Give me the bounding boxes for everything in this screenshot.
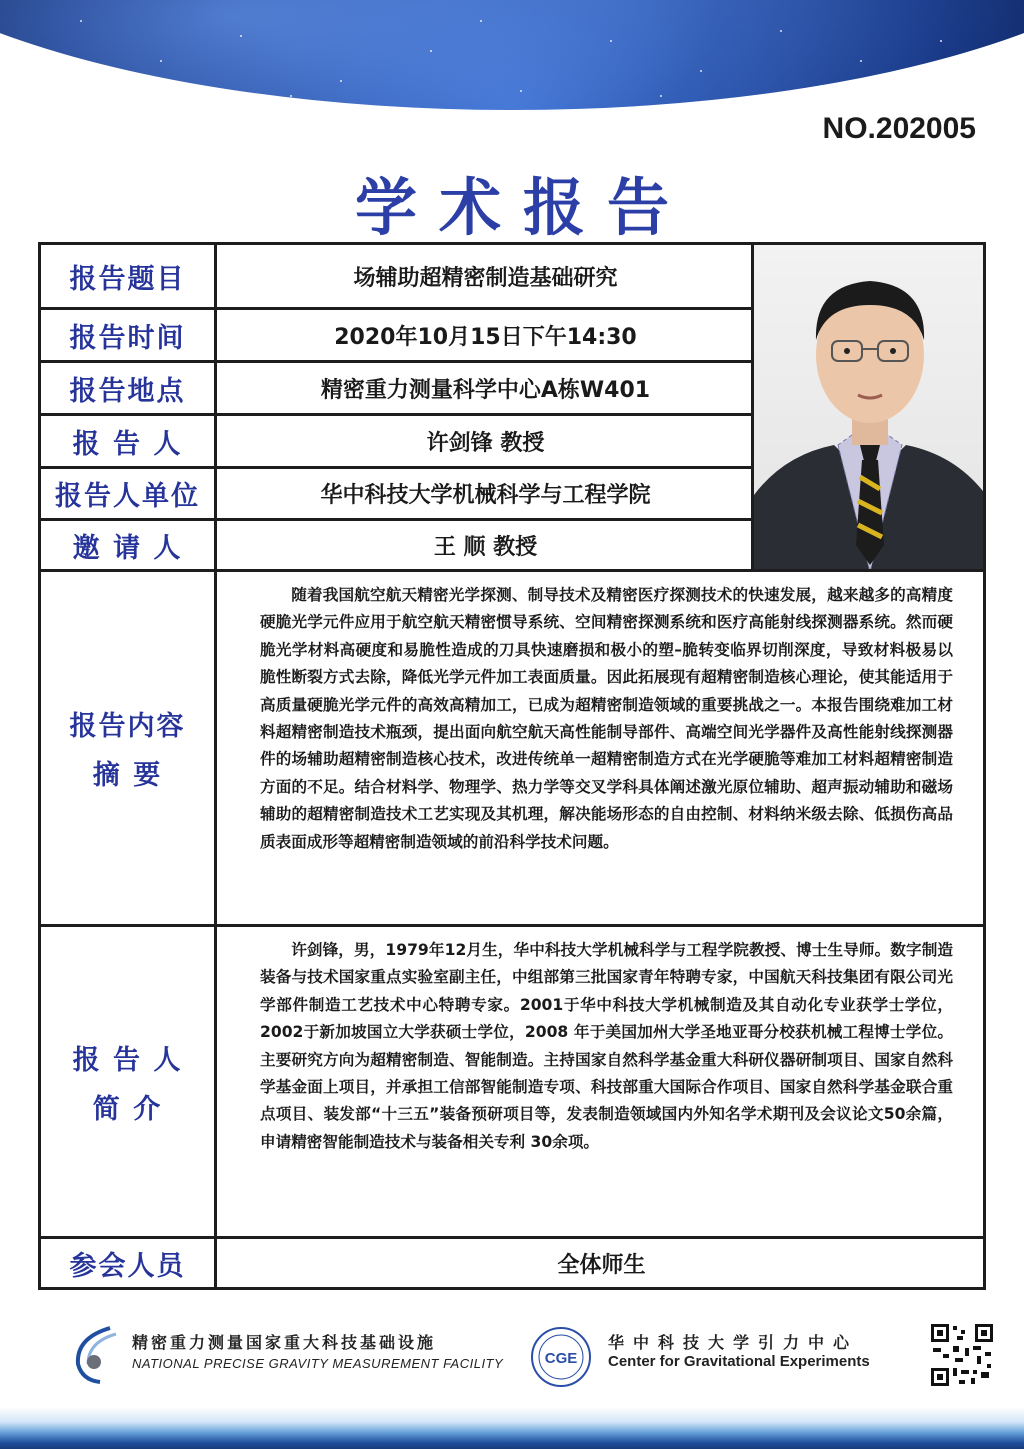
issue-number: NO.202005 [822,112,976,145]
header-galaxy-banner [0,0,1024,110]
label-bio-line1: 报 告 人 [72,1044,183,1076]
cge-seal-text: CGE [544,1350,578,1367]
footer [0,1310,1024,1449]
row-bio [41,927,983,1239]
row-topic [41,245,751,310]
value-topic: 场辅助超精密制造基础研究 [353,265,618,291]
abstract-text: 随着我国航空航天精密光学探测、制导技术及精密医疗探测技术的快速发展，越来越多的高精度硬脆光学元件应用于航空航天精密惯导系统、空间精密探测系统和医疗高能射线探测器系统。然而硬脆光学材料高硬度和易脆性造成的刀具快速磨损和极小的塑–脆转变临界切削深度，导致材料极易以脆性断裂方式去除，降低光学元件加工表面质量。因此拓展现有超精密制造核心理论，使其能适用于高质量硬脆光学元件的高效高精加工，已成为超精密制造领域的重要挑战之一。本报告围绕难加工材料超精密制造技术瓶颈，提出面向航空航天高性能制导部件、高端空间光学器件及高性能射线探测器件的场辅助超精密制造核心技术，改进传统单一超精密制造方式在光学硬脆等难加工材料超精密制造方面的不足。结合材料学、物理学、热力学等交叉学科具体阐述激光原位辅助、超声振动辅助和磁场辅助的超精密制造技术工艺实现及其机理，解决能场形态的自由控制、材料纳米级去除、低损伤高品质表面成形等超精密制造领域的前沿科学技术问题。 [260,586,953,851]
row-time [41,310,751,363]
label-abstract-line2: 摘 要 [92,760,163,791]
label-abstract-line1: 报告内容 [69,711,186,742]
value-place: 精密重力测量科学中心A栋W401 [320,377,651,403]
row-attendees [41,1239,983,1287]
star-field [0,0,1024,110]
center-name-cn: 华中科技大学引力中心 [608,1333,859,1352]
footer-gradient-band [0,1407,1024,1449]
speaker-photo [751,245,983,572]
label-place: 报告地点 [41,363,217,413]
row-affiliation [41,469,751,521]
value-affiliation: 华中科技大学机械科学与工程学院 [320,483,651,508]
value-speaker: 许剑锋 教授 [426,430,545,456]
report-table [38,242,986,1290]
label-topic: 报告题目 [41,245,217,307]
label-bio-line2: 简 介 [92,1093,163,1125]
label-speaker: 报 告 人 [41,416,217,466]
facility-logo-icon [70,1324,130,1384]
value-attendees: 全体师生 [557,1252,646,1278]
value-inviter: 王 顺 教授 [433,534,538,560]
row-abstract [41,572,983,927]
page-title: 学术报告 [354,171,691,244]
facility-name-cn: 精密重力测量国家重大科技基础设施 [132,1333,437,1352]
label-attendees: 参会人员 [41,1239,217,1287]
label-affiliation: 报告人单位 [41,469,217,518]
value-time: 2020年10月15日下午14:30 [334,324,637,350]
qr-code-icon[interactable] [929,1322,995,1388]
center-name-en: Center for Gravitational Experiments [608,1353,870,1370]
cge-seal-icon [530,1326,592,1388]
label-bio [41,927,217,1236]
row-place [41,363,751,416]
label-abstract [41,572,217,924]
facility-name-en: NATIONAL PRECISE GRAVITY MEASUREMENT FACILITY [132,1356,504,1371]
bio-text: 许剑锋，男，1979年12月生，华中科技大学机械科学与工程学院教授、博士生导师。数字制造装备与技术国家重点实验室副主任，中组部第三批国家青年特聘专家，中国航天科技集团有限公司光学部件制造工艺技术中心特聘专家。2001于华中科技大学机械制造及其自动化专业获学士学位，2002于新加坡国立大学获硕士学位，2008 年于美国加州大学圣地亚哥分校获机械工程博士学位。主要研究方向为超精密制造、智能制造。主持国家自然科学基金重大科研仪器研制项目、国家自然科学基金面上项目，并承担工信部智能制造专项、科技部重大国际合作项目、国家自然科学基金联合重点项目、装发部“十三五”装备预研项目等，发表制造领域国内外知名学术期刊及会议论文50余篇，申请精密智能制造技术与装备相关专利 30余项。 [260,941,953,1151]
row-speaker [41,416,751,469]
label-time: 报告时间 [41,310,217,360]
label-inviter: 邀 请 人 [41,521,217,569]
speaker-portrait-icon [754,245,983,572]
